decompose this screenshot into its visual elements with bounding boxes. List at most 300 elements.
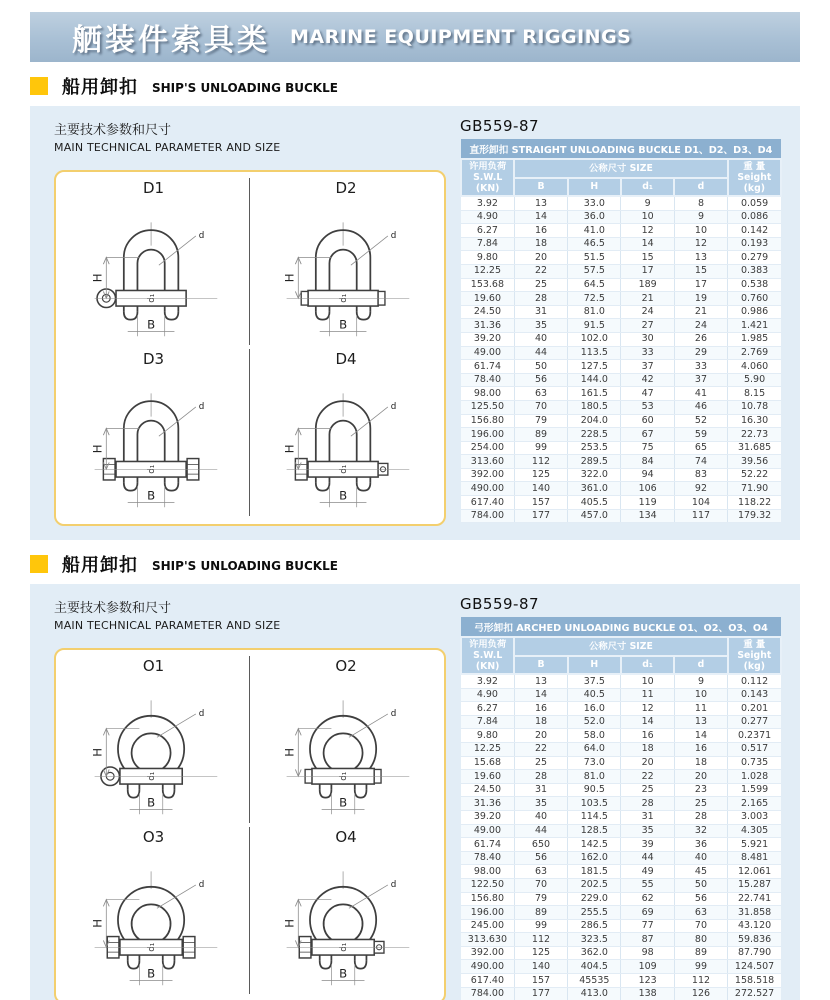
table-row (461, 305, 781, 319)
table-cell: 144.0 (568, 373, 621, 387)
col-header-d1: d₁ (621, 178, 674, 197)
table-cell: 19.60 (461, 292, 514, 306)
figure-label: D3 (142, 350, 165, 368)
col-header-h: H (568, 178, 621, 197)
table-cell: 32 (674, 824, 727, 838)
table-row (461, 278, 781, 292)
table-cell: 16 (514, 702, 567, 716)
table-cell: 3.003 (728, 810, 781, 824)
table-cell: 40 (674, 851, 727, 865)
table-row (461, 810, 781, 824)
table-cell: 189 (621, 278, 674, 292)
svg-text:d: d (390, 708, 397, 719)
table-cell: 71.90 (728, 482, 781, 496)
banner-title-en: MARINE EQUIPMENT RIGGINGS (290, 26, 632, 48)
table-cell: 272.527 (728, 987, 781, 1000)
figure-cell (58, 827, 250, 994)
table-cell: 617.40 (461, 974, 514, 988)
table-cell: 1.421 (728, 319, 781, 333)
figure-label: D4 (335, 350, 357, 368)
table-cell: 51.5 (568, 251, 621, 265)
table-cell: 117 (674, 509, 727, 523)
bow-shackle-diagram (257, 675, 435, 823)
table-cell: 81.0 (568, 305, 621, 319)
table-row (461, 892, 781, 906)
table-cell: 16 (674, 742, 727, 756)
table-cell: 98 (621, 946, 674, 960)
table-cell: 10 (674, 224, 727, 238)
swl-unit: (KN) (475, 661, 500, 672)
table-cell: 5.921 (728, 838, 781, 852)
table-cell: 53 (621, 400, 674, 414)
table-cell: 40.5 (568, 688, 621, 702)
table-cell: 89 (674, 946, 727, 960)
weight-en: Seight (737, 172, 772, 183)
table-row (461, 509, 781, 523)
table-cell: 13 (514, 674, 567, 688)
table-cell: 14 (621, 237, 674, 251)
weight-unit: (kg) (743, 183, 765, 194)
table-cell: 16 (514, 224, 567, 238)
table-cell: 0.517 (728, 742, 781, 756)
table-cell: 162.0 (568, 851, 621, 865)
table-row (461, 414, 781, 428)
table-cell: 39.20 (461, 810, 514, 824)
table-cell: 361.0 (568, 482, 621, 496)
table-cell: 123 (621, 974, 674, 988)
table-cell: 84 (621, 455, 674, 469)
table-cell: 83 (674, 468, 727, 482)
table-cell: 31 (621, 810, 674, 824)
table-head (461, 139, 781, 196)
table-cell: 89 (514, 428, 567, 442)
table-cell: 0.142 (728, 224, 781, 238)
table-cell: 15.287 (728, 878, 781, 892)
table-cell: 40 (514, 332, 567, 346)
table-cell: 153.68 (461, 278, 514, 292)
table-cell: 119 (621, 496, 674, 510)
table-cell: 87.790 (728, 946, 781, 960)
section-heading (30, 551, 800, 577)
table-cell: 12.25 (461, 264, 514, 278)
table-body (461, 196, 781, 523)
table-cell: 0.086 (728, 210, 781, 224)
table-cell: 87 (621, 933, 674, 947)
yellow-square-bullet-icon (30, 77, 48, 95)
table-cell: 9.80 (461, 251, 514, 265)
table-cell: 23 (674, 783, 727, 797)
table-cell: 19 (674, 292, 727, 306)
table-row (461, 783, 781, 797)
col-header-swl (461, 637, 514, 674)
table-cell: 24 (674, 319, 727, 333)
table-cell: 28 (514, 292, 567, 306)
page-banner (30, 12, 800, 62)
table-row (461, 946, 781, 960)
table-cell: 56 (514, 373, 567, 387)
table-cell: 44 (621, 851, 674, 865)
table-cell: 16 (621, 729, 674, 743)
table-cell: 19.60 (461, 770, 514, 784)
table-cell: 37 (621, 360, 674, 374)
col-header-weight (728, 637, 781, 674)
svg-text:B: B (146, 488, 155, 503)
section-title-en: SHIP'S UNLOADING BUCKLE (152, 558, 338, 573)
table-cell: 62 (621, 892, 674, 906)
table-cell: 78.40 (461, 373, 514, 387)
table-row (461, 756, 781, 770)
table-cell: 322.0 (568, 468, 621, 482)
table-cell: 12.061 (728, 865, 781, 879)
table-cell: 204.0 (568, 414, 621, 428)
table-cell: 18 (514, 237, 567, 251)
table-cell: 45 (674, 865, 727, 879)
table-cell: 52.0 (568, 715, 621, 729)
table-cell: 52.22 (728, 468, 781, 482)
table-cell: 26 (674, 332, 727, 346)
figure-cell (250, 349, 442, 516)
swl-unit: (KN) (475, 183, 500, 194)
table-cell: 126 (674, 987, 727, 1000)
table-cell: 99 (514, 441, 567, 455)
figure-label: D1 (142, 179, 165, 197)
table-cell: 49.00 (461, 824, 514, 838)
table-row (461, 906, 781, 920)
table-cell: 50 (674, 878, 727, 892)
figure-label: O1 (142, 657, 165, 675)
table-cell: 35 (621, 824, 674, 838)
table-row (461, 210, 781, 224)
table-row (461, 960, 781, 974)
table-cell: 124.507 (728, 960, 781, 974)
parameters-left-column (54, 116, 446, 526)
table-cell: 0.986 (728, 305, 781, 319)
table-row (461, 496, 781, 510)
table-cell: 157 (514, 496, 567, 510)
table-cell: 106 (621, 482, 674, 496)
figure-cell (250, 827, 442, 994)
weight-zh: 重 量 (743, 639, 766, 650)
table-cell: 10.78 (728, 400, 781, 414)
table-cell: 33 (621, 346, 674, 360)
table-cell: 15 (621, 251, 674, 265)
col-header-weight (728, 159, 781, 196)
table-row (461, 482, 781, 496)
table-row (461, 838, 781, 852)
table-cell: 49.00 (461, 346, 514, 360)
table-cell: 3.92 (461, 196, 514, 210)
table-cell: 5.90 (728, 373, 781, 387)
table-cell: 1.985 (728, 332, 781, 346)
table-cell: 45535 (568, 974, 621, 988)
svg-text:d: d (198, 708, 204, 719)
table-cell: 13 (674, 715, 727, 729)
table-cell: 8 (674, 196, 727, 210)
col-header-swl (461, 159, 514, 196)
table-cell: 29 (674, 346, 727, 360)
svg-text:d₁: d₁ (339, 293, 349, 303)
table-row (461, 264, 781, 278)
svg-text:d₁: d₁ (146, 771, 157, 781)
table-cell: 2.769 (728, 346, 781, 360)
table-cell: 22 (514, 264, 567, 278)
table-cell: 10 (674, 688, 727, 702)
table-cell: 253.5 (568, 441, 621, 455)
table-cell: 404.5 (568, 960, 621, 974)
table-cell: 14 (514, 210, 567, 224)
svg-text:d: d (198, 230, 204, 241)
table-row (461, 400, 781, 414)
col-header-b: B (514, 656, 567, 675)
table-cell: 125 (514, 946, 567, 960)
table-cell: 31 (514, 305, 567, 319)
weight-unit: (kg) (743, 661, 765, 672)
table-cell: 24.50 (461, 783, 514, 797)
table-cell: 69 (621, 906, 674, 920)
table-cell: 37.5 (568, 674, 621, 688)
table-cell: 177 (514, 509, 567, 523)
col-header-d: d (674, 178, 727, 197)
table-row (461, 797, 781, 811)
table-cell: 74 (674, 455, 727, 469)
table-cell: 28 (674, 810, 727, 824)
table-cell: 156.80 (461, 892, 514, 906)
swl-en: S.W.L (473, 172, 503, 183)
table-row (461, 933, 781, 947)
table-cell: 39 (621, 838, 674, 852)
table-cell: 22.741 (728, 892, 781, 906)
table-cell: 99 (674, 960, 727, 974)
table-cell: 64.0 (568, 742, 621, 756)
table-head (461, 617, 781, 674)
table-cell: 255.5 (568, 906, 621, 920)
table-cell: 11 (674, 702, 727, 716)
table-cell: 413.0 (568, 987, 621, 1000)
table-row (461, 346, 781, 360)
table-cell: 14 (514, 688, 567, 702)
table-right-column (460, 594, 782, 1000)
table-cell: 2.165 (728, 797, 781, 811)
table-cell: 0.201 (728, 702, 781, 716)
table-row (461, 441, 781, 455)
table-cell: 21 (674, 305, 727, 319)
weight-en: Seight (737, 650, 772, 661)
table-row (461, 824, 781, 838)
table-cell: 228.5 (568, 428, 621, 442)
table-cell: 20 (514, 251, 567, 265)
table-cell: 109 (621, 960, 674, 974)
table-cell: 392.00 (461, 468, 514, 482)
table-cell: 0.193 (728, 237, 781, 251)
figure-label: O2 (335, 657, 357, 675)
dee-shackle-diagram (65, 197, 243, 345)
svg-text:d₁: d₁ (339, 771, 349, 781)
table-cell: 17 (621, 264, 674, 278)
table-cell: 4.305 (728, 824, 781, 838)
section-title-zh: 船用卸扣 (62, 555, 138, 576)
table-cell: 157 (514, 974, 567, 988)
svg-text:d: d (198, 401, 204, 412)
table-cell: 33 (674, 360, 727, 374)
table-cell: 13 (514, 196, 567, 210)
table-cell: 8.481 (728, 851, 781, 865)
table-cell: 102.0 (568, 332, 621, 346)
table-cell: 127.5 (568, 360, 621, 374)
table-row (461, 715, 781, 729)
table-cell: 784.00 (461, 509, 514, 523)
svg-text:H: H (89, 748, 104, 757)
table-cell: 245.00 (461, 919, 514, 933)
svg-text:H: H (89, 919, 104, 928)
table-cell: 10 (621, 674, 674, 688)
table-row (461, 702, 781, 716)
table-cell: 181.5 (568, 865, 621, 879)
svg-text:d: d (198, 879, 204, 890)
table-cell: 63 (674, 906, 727, 920)
table-cell: 118.22 (728, 496, 781, 510)
table-cell: 0.143 (728, 688, 781, 702)
table-cell: 73.0 (568, 756, 621, 770)
table-row (461, 468, 781, 482)
table-cell: 202.5 (568, 878, 621, 892)
table-row (461, 851, 781, 865)
svg-text:d₁: d₁ (146, 293, 157, 303)
svg-text:d: d (390, 401, 397, 412)
table-cell: 196.00 (461, 428, 514, 442)
table-cell: 4.90 (461, 210, 514, 224)
table-cell: 114.5 (568, 810, 621, 824)
table-cell: 28 (514, 770, 567, 784)
weight-zh: 重 量 (743, 161, 766, 172)
svg-text:d₁: d₁ (339, 464, 349, 474)
table-cell: 94 (621, 468, 674, 482)
table-cell: 9 (674, 210, 727, 224)
table-cell: 24.50 (461, 305, 514, 319)
table-cell: 0.277 (728, 715, 781, 729)
table-cell: 30 (621, 332, 674, 346)
table-cell: 41 (674, 387, 727, 401)
table-cell: 39.20 (461, 332, 514, 346)
table-cell: 31.858 (728, 906, 781, 920)
table-cell: 9.80 (461, 729, 514, 743)
table-cell: 20 (621, 756, 674, 770)
table-title-bar: 直形卸扣 STRAIGHT UNLOADING BUCKLE D1、D2、D3、D4 (461, 139, 781, 159)
table-cell: 12 (621, 702, 674, 716)
table-cell: 392.00 (461, 946, 514, 960)
table-cell: 44 (514, 346, 567, 360)
table-cell: 6.27 (461, 224, 514, 238)
table-cell: 617.40 (461, 496, 514, 510)
svg-text:B: B (339, 317, 348, 332)
svg-text:H: H (89, 273, 104, 283)
table-cell: 78.40 (461, 851, 514, 865)
diagram-panel (54, 170, 446, 526)
svg-text:H: H (282, 444, 297, 454)
table-cell: 125 (514, 468, 567, 482)
table-cell: 362.0 (568, 946, 621, 960)
table-cell: 323.5 (568, 933, 621, 947)
table-cell: 12 (621, 224, 674, 238)
table-cell: 24 (621, 305, 674, 319)
table-cell: 11 (621, 688, 674, 702)
table-row (461, 251, 781, 265)
table-cell: 128.5 (568, 824, 621, 838)
table-cell: 52 (674, 414, 727, 428)
yellow-square-bullet-icon (30, 555, 48, 573)
table-cell: 42 (621, 373, 674, 387)
table-row (461, 319, 781, 333)
table-cell: 784.00 (461, 987, 514, 1000)
section-content (30, 106, 800, 540)
table-cell: 0.279 (728, 251, 781, 265)
table-cell: 33.0 (568, 196, 621, 210)
table-cell: 14 (621, 715, 674, 729)
param-title-zh: 主要技术参数和尺寸 (54, 601, 172, 616)
table-cell: 50 (514, 360, 567, 374)
parameters-left-column (54, 594, 446, 1000)
svg-text:d₁: d₁ (146, 464, 157, 474)
table-cell: 35 (514, 797, 567, 811)
table-cell: 9 (674, 674, 727, 688)
swl-zh: 许用负荷 (469, 161, 507, 172)
table-cell: 16.0 (568, 702, 621, 716)
swl-zh: 许用负荷 (469, 639, 507, 650)
table-cell: 22 (621, 770, 674, 784)
table-cell: 10 (621, 210, 674, 224)
table-cell: 70 (674, 919, 727, 933)
table-cell: 25 (674, 797, 727, 811)
table-cell: 1.028 (728, 770, 781, 784)
table-row (461, 729, 781, 743)
table-cell: 77 (621, 919, 674, 933)
table-row (461, 770, 781, 784)
table-cell: 57.5 (568, 264, 621, 278)
col-header-h: H (568, 656, 621, 675)
table-row (461, 360, 781, 374)
table-cell: 138 (621, 987, 674, 1000)
table-cell: 47 (621, 387, 674, 401)
param-title-en: MAIN TECHNICAL PARAMETER AND SIZE (54, 141, 281, 154)
table-cell: 457.0 (568, 509, 621, 523)
table-cell: 289.5 (568, 455, 621, 469)
table-row (461, 865, 781, 879)
table-cell: 140 (514, 482, 567, 496)
table-cell: 56 (674, 892, 727, 906)
table-cell: 72.5 (568, 292, 621, 306)
table-cell: 56 (514, 851, 567, 865)
svg-text:d: d (390, 879, 397, 890)
parameters-table (460, 617, 782, 1000)
swl-en: S.W.L (473, 650, 503, 661)
table-cell: 31.36 (461, 319, 514, 333)
section-content (30, 584, 800, 1000)
banner-title-zh: 舾装件索具类 (72, 23, 270, 58)
parameters-table (460, 139, 782, 523)
svg-text:B: B (339, 795, 348, 810)
table-cell: 196.00 (461, 906, 514, 920)
standard-number: GB559-87 (460, 117, 540, 135)
figure-cell (58, 656, 250, 823)
size-en: SIZE (629, 640, 653, 652)
svg-text:B: B (339, 966, 348, 981)
table-cell: 490.00 (461, 960, 514, 974)
table-cell: 286.5 (568, 919, 621, 933)
table-cell: 27 (621, 319, 674, 333)
table-row (461, 292, 781, 306)
table-cell: 112 (514, 933, 567, 947)
dee-shackle-diagram (257, 197, 435, 345)
table-row (461, 387, 781, 401)
